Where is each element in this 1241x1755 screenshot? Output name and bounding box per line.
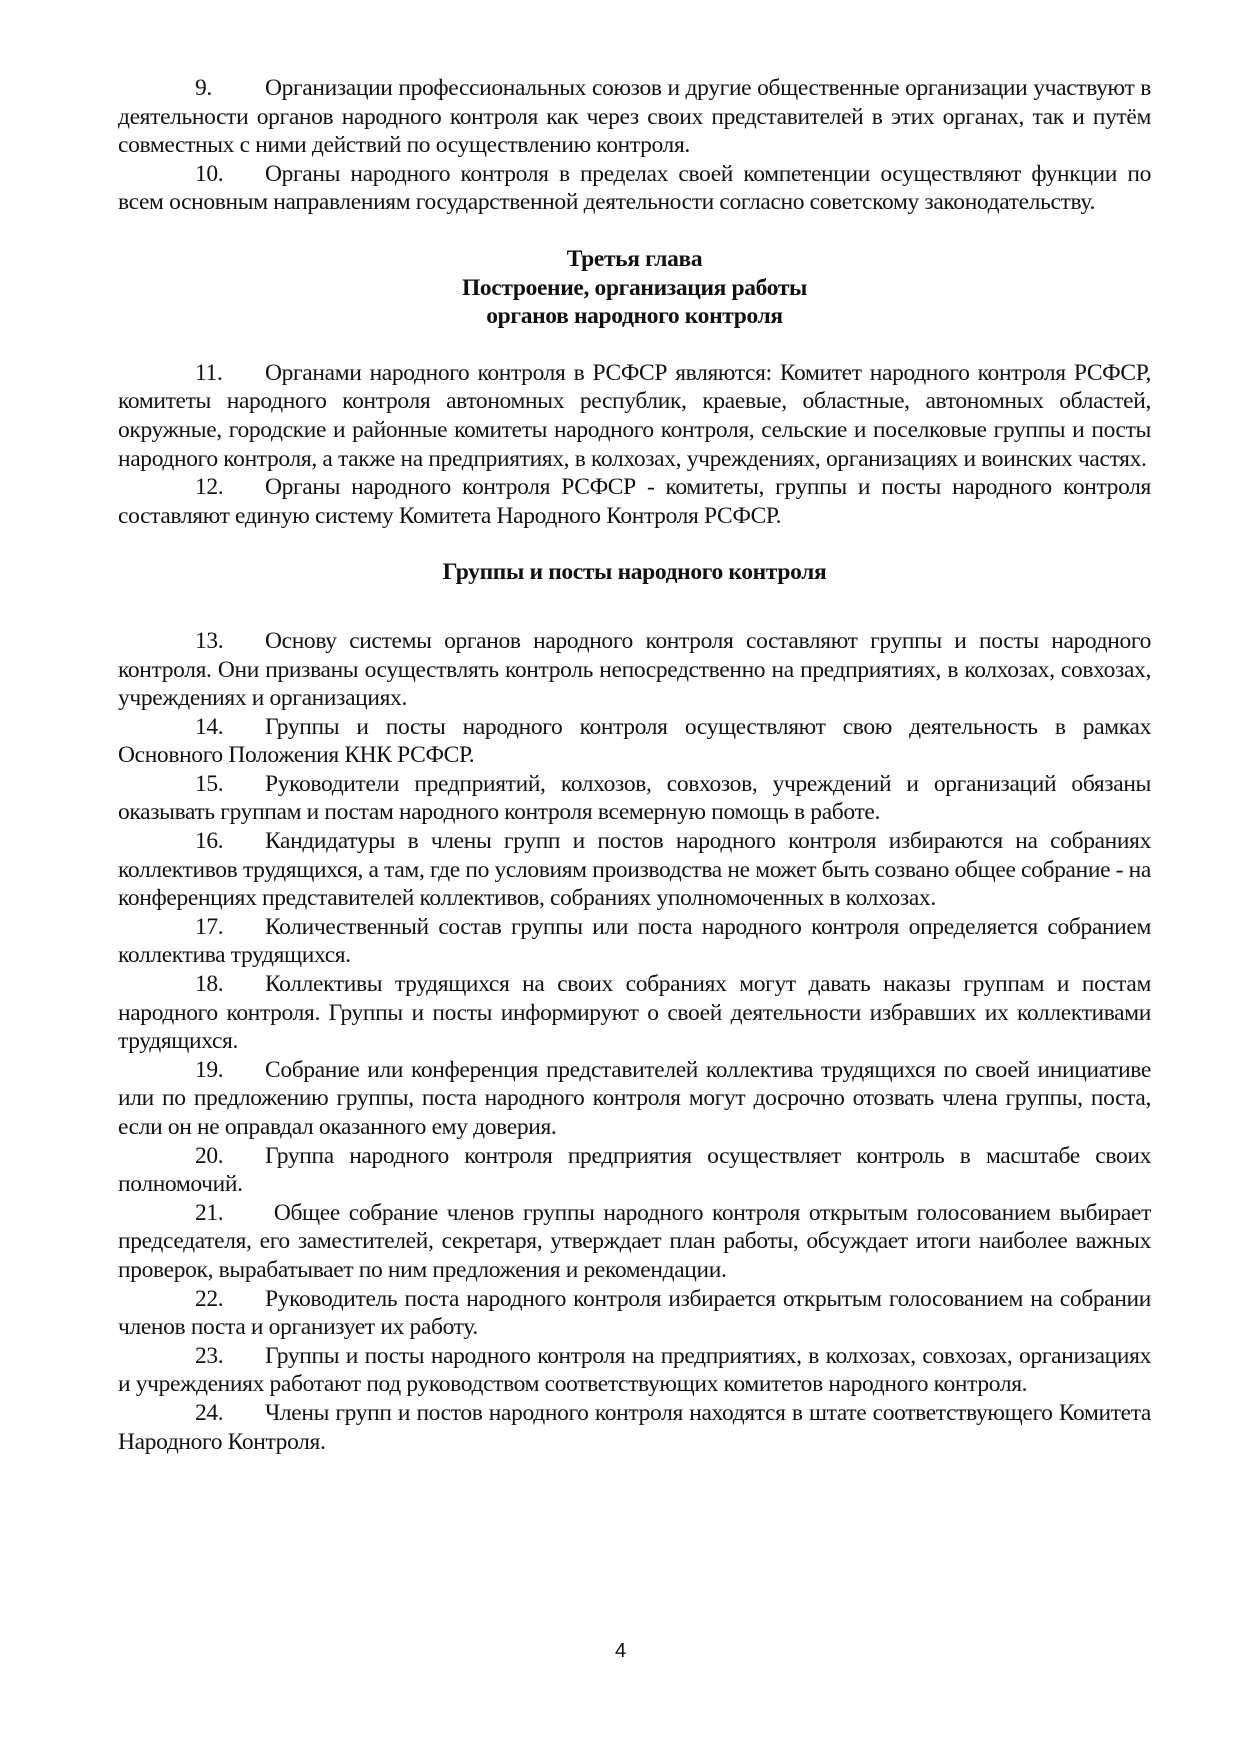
paragraph-14 [118,713,1151,770]
chapter-title-line-1: Построение, организация работы [461,274,808,301]
paragraph-text: Организации профессиональных союзов и другие общественные организации участвуют в деятельности органов народного контроля как через своих представителей в этих органах, так и путём совместных с ними действий по осуществлению контроля. [118,75,1151,159]
paragraph-20 [118,1142,1151,1199]
paragraph-17 [118,913,1151,970]
paragraph-12 [118,473,1151,530]
paragraph-number: 18. [195,971,224,998]
paragraph-number: 17. [195,913,224,940]
paragraph-number: 9. [195,75,212,101]
page-content [118,74,1151,1456]
chapter-number: Третья глава [566,245,703,272]
paragraph-text: Группы и посты народного контроля осуществляют свою деятельность в рамках Основного Положения КНК РСФСР. [118,713,1151,769]
paragraph-text: Органами народного контроля в РСФСР являются: Комитет народного контроля РСФСР, комитеты народного контроля автономных республик, краевые, областные, автономных областей, окружные, городские и районные комитеты народного контроля, сельские и поселковые группы и посты народного контроля, а также на предприятиях, в колхозах, учреждениях, организациях и воинских частях. [118,359,1151,472]
paragraph-number: 20. [195,1142,224,1169]
paragraph-number: 21. [195,1199,224,1226]
paragraph-16 [118,827,1151,913]
paragraph-number: 24. [195,1399,224,1426]
paragraph-number: 16. [195,828,224,855]
paragraph-text: Органы народного контроля в пределах своей компетенции осуществляют функции по всем основным направлениям государственной деятельности согласно советскому законодательству. [118,160,1151,216]
paragraph-text: Коллективы трудящихся на своих собраниях могут давать наказы группам и постам народного контроля. Группы и посты информируют о своей деятельности избравших их коллективами трудящихся. [118,971,1151,1055]
paragraph-text: Основу системы органов народного контроля составляют группы и посты народного контроля. Они призваны осуществлять контроль непосредственно на предприятиях, в колхозах, совхозах, учреждениях и организациях. [118,627,1151,712]
paragraph-number: 11. [195,359,223,386]
paragraph-text: Кандидатуры в члены групп и постов народного контроля избираются на собраниях коллективов трудящихся, а там, где по условиям производства не может быть созвано общее собрание - на конференциях представителей коллективов, собраниях уполномоченных в колхозах. [118,828,1151,912]
paragraph-text: Количественный состав группы или поста народного контроля определяется собранием коллектива трудящихся. [118,913,1151,969]
chapter-heading [118,245,1151,331]
paragraph-text: Группы и посты народного контроля на предприятиях, в колхозах, совхозах, организациях и учреждениях работают под руководством соответствующих комитетов народного контроля. [118,1342,1151,1398]
paragraph-19 [118,1056,1151,1142]
paragraph-text: Собрание или конференция представителей коллектива трудящихся по своей инициативе или по предложению группы, поста народного контроля могут досрочно отозвать члена группы, поста, если он не оправдал оказанного ему доверия. [118,1056,1151,1140]
paragraph-number: 23. [195,1342,224,1369]
paragraph-text: Общее собрание членов группы народного контроля открытым голосованием выбирает председателя, его заместителей, секретаря, утверждает план работы, обсуждает итоги наиболее важных проверок, вырабатывает по ним предложения и рекомендации. [118,1199,1151,1283]
paragraph-text: Руководители предприятий, колхозов, совхозов, учреждений и организаций обязаны оказывать группам и постам народного контроля всемерную помощь в работе. [118,770,1151,826]
page-number: 4 [614,1640,627,1662]
paragraph-15 [118,770,1151,827]
paragraph-10 [118,160,1151,217]
paragraph-9 [118,74,1151,160]
paragraph-number: 13. [195,627,224,654]
paragraph-13 [118,627,1151,713]
paragraph-number: 12. [195,474,224,501]
paragraph-number: 19. [195,1056,224,1083]
paragraph-number: 14. [195,713,224,740]
paragraph-number: 22. [195,1285,224,1312]
paragraph-text: Руководитель поста народного контроля избирается открытым голосованием на собрании членов поста и организует их работу. [118,1285,1151,1341]
paragraph-text: Группа народного контроля предприятия осуществляет контроль в масштабе своих полномочий. [118,1142,1151,1198]
paragraph-number: 10. [195,160,224,187]
paragraph-number: 15. [195,770,224,797]
paragraph-18 [118,970,1151,1056]
paragraph-text: Члены групп и постов народного контроля находятся в штате соответствующего Комитета Народного Контроля. [118,1399,1151,1455]
chapter-title-line-2: органов народного контроля [486,303,783,330]
paragraph-22 [118,1285,1151,1342]
paragraph-21 [118,1199,1151,1285]
section-title: Группы и посты народного контроля [442,559,827,586]
paragraph-text: Органы народного контроля РСФСР - комитеты, группы и посты народного контроля составляют единую систему Комитета Народного Контроля РСФСР. [118,474,1151,529]
paragraph-11 [118,359,1151,473]
paragraph-23 [118,1342,1151,1399]
paragraph-24 [118,1399,1151,1456]
